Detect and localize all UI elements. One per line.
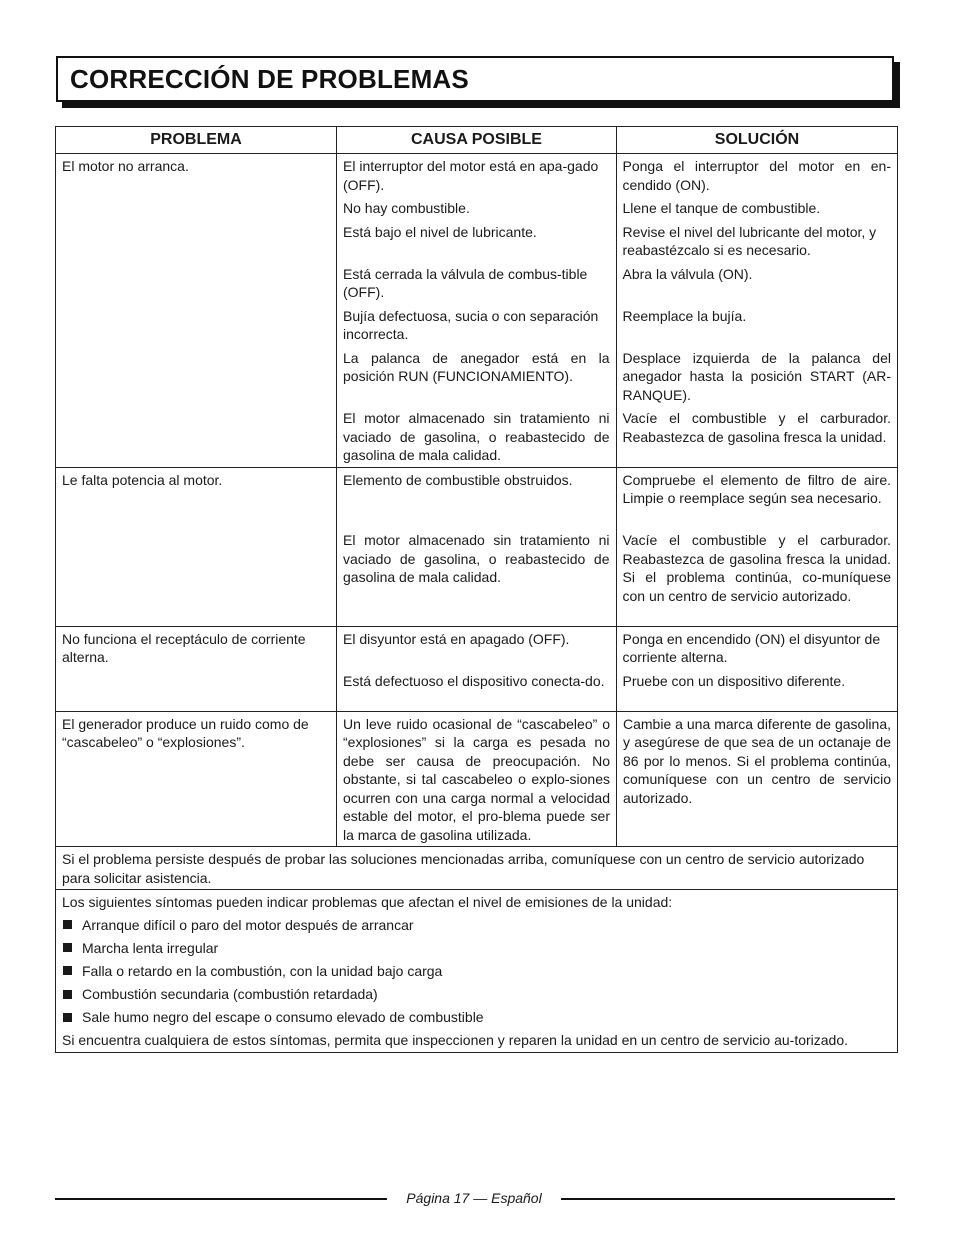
solution-item: Revise el nivel del lubricante del motor, y reabastézcalo si es necesario. (622, 223, 877, 258)
cause-item: La palanca de anegador está en la posición RUN (FUNCIONAMIENTO). (343, 349, 610, 384)
solution-item: Ponga el interruptor del motor en en-cendido (ON). (622, 158, 891, 193)
cause-item: Está defectuoso el dispositivo conecta-do. (343, 672, 605, 689)
bullet-square-icon (63, 943, 72, 952)
solution-item: Vacíe el combustible y el carburador. Reabastezca de gasolina fresca la unidad. (622, 410, 891, 445)
page-footer (55, 1188, 895, 1208)
cause-item: Está cerrada la válvula de combus-tible (OFF). (343, 265, 588, 300)
list-item (62, 916, 891, 935)
persist-note-row (56, 847, 898, 890)
table-row (56, 467, 898, 626)
solution-column (617, 627, 898, 711)
solution-item: Cambie a una marca diferente de gasolina, y asegúrese de que sea de un octanaje de 86 por lo menos. Si el problema continúa, comuníquese con un centro de servicio autorizado. (617, 711, 898, 847)
bullet-square-icon (63, 920, 72, 929)
cause-item: Está bajo el nivel de lubricante. (343, 223, 537, 240)
problem-cell: No funciona el receptáculo de corriente alterna. (56, 626, 337, 711)
title-box (56, 56, 894, 102)
solution-column (617, 154, 898, 467)
cause-column (337, 468, 617, 626)
list-item (62, 1008, 891, 1027)
cause-item: El disyuntor está en apagado (OFF). (343, 630, 570, 647)
cause-item: No hay combustible. (343, 200, 470, 216)
symptom-text: Arranque difícil o paro del motor después de arrancar (82, 916, 414, 933)
cause-item: Elemento de combustible obstruidos. (343, 471, 573, 488)
cause-item: El motor almacenado sin tratamiento ni vaciado de gasolina, o reabastecido de gasolina de mala calidad. (343, 532, 610, 585)
footer-rule-left (55, 1198, 387, 1200)
page-title: CORRECCIÓN DE PROBLEMAS (70, 64, 469, 94)
cause-column (337, 627, 617, 711)
cause-item: Bujía defectuosa, sucia o con separación incorrecta. (343, 307, 599, 342)
page-number: Página 17 — Español (406, 1190, 542, 1206)
persist-note: Si el problema persiste después de probar las soluciones mencionadas arriba, comuníquese con un centro de servicio autorizado para solicitar asistencia. (62, 851, 865, 886)
bullet-square-icon (63, 990, 72, 999)
header-problem: PROBLEMA (56, 127, 337, 154)
solution-item: Abra la válvula (ON). (622, 265, 753, 282)
solution-item: Ponga en encendido (ON) el disyuntor de corriente alterna. (622, 630, 881, 665)
header-cause: CAUSA POSIBLE (337, 127, 617, 154)
emissions-intro: Los siguientes síntomas pueden indicar problemas que afectan el nivel de emisiones de la unidad: (62, 894, 673, 910)
table-row (56, 711, 898, 847)
cause-solution-group (337, 626, 898, 711)
list-item (62, 962, 891, 981)
troubleshooting-table (55, 126, 898, 1053)
cause-solution-group (337, 467, 898, 626)
table-row (56, 626, 898, 711)
table-header-row (56, 127, 898, 154)
solution-item: Vacíe el combustible y el carburador. Reabastezca de gasolina fresca la unidad. Si el problema continúa, co-muníquese con un centro de servicio autorizado. (622, 532, 891, 604)
list-item (62, 939, 891, 958)
cause-item: Un leve ruido ocasional de “cascabeleo” o “explosiones” si la carga es pesada no debe ser causa de preocupación. No obstante, si tal cascabeleo o explo-siones ocurren con una carga normal a velocidad estable del motor, el pro-blema puede ser la marca de gasolina utilizada. (337, 711, 617, 847)
problem-cell: Le falta potencia al motor. (56, 467, 337, 626)
solution-item: Desplace izquierda de la palanca del anegador hasta la posición START (AR-RANQUE). (622, 349, 891, 403)
table-row (56, 154, 898, 468)
cause-item: El interruptor del motor está en apa-gado (OFF). (343, 158, 599, 193)
symptom-text: Combustión secundaria (combustión retardada) (82, 986, 378, 1003)
symptom-text: Sale humo negro del escape o consumo elevado de combustible (82, 1009, 484, 1026)
problem-cell: El generador produce un ruido como de “cascabeleo” o “explosiones”. (56, 711, 337, 847)
problem-cell: El motor no arranca. (56, 154, 337, 468)
list-item (62, 985, 891, 1004)
bullet-square-icon (63, 1013, 72, 1022)
emissions-closing: Si encuentra cualquiera de estos síntomas, permita que inspeccionen y reparen la unidad en un centro de servicio au-torizado. (62, 1032, 849, 1049)
footer-rule-right (561, 1198, 895, 1200)
cause-solution-group (337, 154, 898, 468)
solution-column (617, 468, 898, 626)
header-solution: SOLUCIÓN (617, 127, 898, 154)
symptom-list (62, 916, 891, 1027)
solution-item: Reemplace la bujía. (622, 307, 747, 324)
symptom-text: Falla o retardo en la combustión, con la unidad bajo carga (82, 962, 443, 979)
solution-item: Pruebe con un dispositivo diferente. (622, 672, 846, 689)
solution-item: Compruebe el elemento de filtro de aire. Limpie o reemplace según sea necesario. (622, 471, 891, 506)
solution-item: Llene el tanque de combustible. (622, 200, 821, 216)
emissions-row (56, 890, 898, 1053)
cause-item: El motor almacenado sin tratamiento ni vaciado de gasolina, o reabastecido de gasolina de mala calidad. (343, 410, 610, 463)
symptom-text: Marcha lenta irregular (82, 939, 219, 956)
bullet-square-icon (63, 966, 72, 975)
cause-column (337, 154, 617, 467)
